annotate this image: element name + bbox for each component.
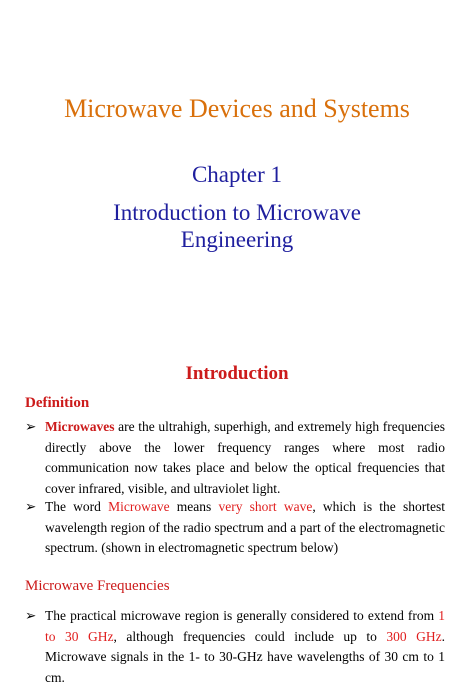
section-heading: Introduction: [185, 363, 289, 384]
bullet-text-part: means: [169, 499, 219, 514]
bullet-text: [45, 606, 445, 688]
title-slide: [0, 0, 474, 320]
term-microwaves: Microwaves: [45, 419, 115, 434]
bullet-body-text: are the ultrahigh, superhigh, and extremely high frequencies directly above the lower frequency ranges where most radio communication now takes place and below the optical frequencies that cover infrared, visible, and ultraviolet light.: [45, 419, 445, 496]
frequencies-heading: Microwave Frequencies: [25, 578, 170, 594]
bullet-word-meaning: [25, 497, 445, 559]
subtitle-line-2: Engineering: [180, 227, 294, 252]
bullet-text-part: The word: [45, 499, 109, 514]
chapter-label: Chapter 1: [191, 162, 283, 187]
definition-heading: Definition: [25, 395, 90, 411]
bullet-text-part: , which is the shortest wavelength region of the radio spectrum and a part of the electromagnetic spectrum. (shown in electromagnetic spectrum below): [45, 499, 445, 555]
bullet-text: [45, 497, 445, 559]
bullet-arrow-icon: ➢: [25, 419, 37, 434]
term-very-short-wave: very short wave: [218, 499, 313, 514]
bullet-microwaves-definition: [25, 417, 445, 499]
bullet-text: [45, 417, 445, 499]
chapter-subtitle: [0, 199, 474, 253]
term-frequency-range: 1 to 30 GHz: [45, 608, 445, 644]
term-microwave: Microwave: [108, 499, 170, 514]
bullet-arrow-icon: ➢: [25, 499, 37, 514]
bullet-frequency-range: [25, 606, 445, 688]
bullet-text-part: . Microwave signals in the 1- to 30-GHz have wavelengths of 30 cm to 1 cm.: [45, 628, 446, 685]
subtitle-line-1: Introduction to Microwave: [113, 200, 361, 225]
content-slide: [0, 320, 474, 685]
bullet-arrow-icon: ➢: [25, 608, 37, 623]
term-300-ghz: 300 GHz: [386, 628, 442, 644]
presentation-title: Microwave Devices and Systems: [64, 94, 410, 123]
bullet-text-part: , although frequencies could include up to: [113, 628, 387, 644]
bullet-text-part: The practical microwave region is generally considered to extend from: [45, 608, 439, 623]
